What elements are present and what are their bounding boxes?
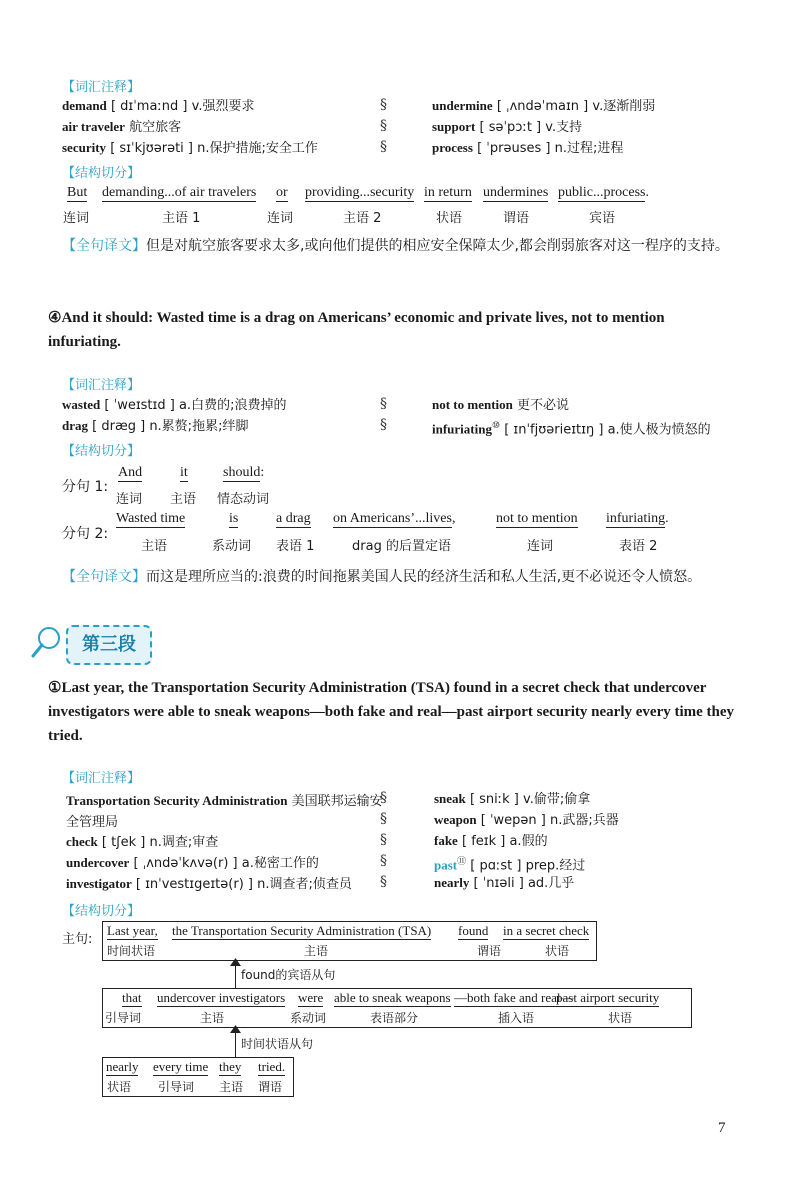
vocab-word: past [434, 857, 458, 873]
vocab-word: nearly [434, 875, 470, 890]
chunk-en: or [276, 185, 288, 200]
vocab-label-2: 【词汇注释】 [62, 378, 141, 393]
chunk-en: found [458, 923, 489, 938]
chunk-en: public...process. [558, 185, 649, 200]
vocab-label-3: 【词汇注释】 [62, 771, 141, 786]
chunk-cn: 时间状语 [107, 944, 156, 958]
vocab-def: n.累赘;拖累;绊脚 [149, 419, 249, 434]
note-mark: ⑩ [491, 421, 501, 431]
chunk-en: demanding...of air travelers [102, 185, 257, 200]
vocab-ipa: [ sniːk ] [469, 792, 519, 807]
vocab-def: v.强烈要求 [191, 99, 255, 114]
page-number: 7 [718, 1120, 726, 1136]
chunk-cn: 主语 [200, 1011, 225, 1025]
vocab-ipa: [ ˈwepən ] [480, 813, 546, 828]
vocab-ipa: [ tʃek ] [101, 835, 146, 850]
divider-squiggle-3: § § § § § [380, 790, 387, 890]
sentence-4: ④And it should: Wasted time is a drag on Americans’ economic and private lives, not to mention infuriating. [48, 310, 665, 350]
divider-squiggle-1: § § § [380, 97, 387, 155]
vocab-right-1 [432, 97, 655, 160]
vocab-ipa: [ pɑːst ] [470, 858, 522, 874]
vocab-word: undermine [432, 98, 493, 113]
arrow-label: found的宾语从句 [241, 968, 336, 982]
chunk-en: past airport security [556, 990, 660, 1005]
sentence-1: ①Last year, the Transportation Security Administration (TSA) found in a secret check that undercover investigators were able to sneak weapons—both fake and real—past airport security nearly every time they tried. [48, 680, 735, 744]
vocab-word: fake [434, 833, 458, 848]
arrow-up-icon [230, 958, 241, 966]
chunk-cn: 表语部分 [370, 1011, 419, 1025]
vocab-def: a.白费的;浪费掉的 [178, 398, 287, 413]
vocab-ipa: [ ˌʌndəˈkʌvə(r) ] [133, 856, 238, 871]
chunk-cn: 宾语 [589, 211, 616, 226]
chunk-en: infuriating. [606, 511, 669, 526]
chunk-cn: 连词 [116, 492, 143, 507]
chunk-en: tried. [258, 1059, 286, 1074]
vocab-ipa: [ səˈpɔːt ] [479, 120, 542, 135]
vocab-word: infuriating [432, 421, 492, 437]
vocab-ipa: [ dræg ] [92, 419, 146, 434]
chunk-cn: 谓语 [503, 211, 530, 226]
chunk-cn: 情态动词 [217, 492, 270, 507]
chunk-en: they [219, 1059, 242, 1074]
clause2-label: 分句 2: [62, 526, 109, 542]
chunk-en: were [298, 990, 324, 1005]
vocab-word: demand [62, 98, 107, 113]
vocab-def: n.调查;审查 [149, 835, 219, 850]
chunk-cn: 谓语 [477, 944, 502, 958]
chunk-en: Last year, [107, 923, 158, 938]
vocab-right-3 [434, 790, 619, 895]
chunk-cn: 系动词 [212, 539, 252, 554]
vocab-ipa: [ ˈprəuses ] [477, 141, 551, 156]
note-mark: ⑪ [457, 857, 467, 867]
vocab-word: undercover [66, 855, 130, 870]
struct-label-2: 【结构切分】 [62, 444, 141, 459]
struct-label-1: 【结构切分】 [62, 166, 141, 181]
chunk-cn: 插入语 [498, 1011, 535, 1025]
chunk-cn: 连词 [267, 211, 294, 226]
chunk-en: able to sneak weapons [334, 990, 451, 1005]
chunk-en: not to mention [496, 511, 578, 526]
vocab-word: support [432, 119, 476, 134]
vocab-def: 航空旅客 [129, 120, 182, 135]
chunk-cn: 系动词 [290, 1011, 327, 1025]
vocab-word: wasted [62, 397, 101, 412]
translation-2: 【全句译文】而这是理所应当的:浪费的时间拖累美国人民的经济生活和私人生活,更不必说还令人愤怒。 [62, 569, 702, 585]
vocab-def: n.调查者;侦查员 [257, 877, 352, 892]
chunk-cn: 主语 2 [343, 211, 382, 226]
vocab-ipa: [ ɪnˈvestɪgeɪtə(r) ] [135, 877, 253, 892]
chunk-en: undermines [483, 185, 549, 200]
struct-label-3: 【结构切分】 [62, 904, 141, 919]
vocab-def: n.过程;进程 [554, 141, 624, 156]
chunk-en: nearly [106, 1059, 139, 1074]
vocab-label-1: 【词汇注释】 [62, 80, 141, 95]
vocab-def: v.支持 [545, 120, 583, 135]
vocab-word: not to mention [432, 397, 513, 412]
chunk-en: that [122, 990, 142, 1005]
chunk-cn: 主语 1 [162, 211, 201, 226]
chunk-en: Wasted time [116, 511, 186, 526]
arrow-label: 时间状语从句 [241, 1037, 314, 1051]
vocab-def: n.保护措施;安全工作 [197, 141, 318, 156]
chunk-en: in return [424, 185, 472, 200]
chunk-cn: 引导词 [158, 1080, 195, 1094]
magnifier-icon [30, 624, 64, 660]
arrow-line [235, 1029, 236, 1057]
vocab-ipa: [ dɪˈmaːnd ] [110, 99, 188, 114]
chunk-en: undercover investigators [157, 990, 286, 1005]
vocab-word: process [432, 140, 473, 155]
vocab-ipa: [ sɪˈkjʊərəti ] [110, 141, 193, 156]
chunk-en: should: [223, 465, 265, 480]
vocab-def: n.武器;兵器 [550, 813, 619, 828]
vocab-def: a.秘密工作的 [241, 856, 319, 871]
chunk-en: is [229, 511, 239, 526]
chunk-en: every time [153, 1059, 209, 1074]
chunk-cn: 状语 [608, 1011, 633, 1025]
vocab-word: sneak [434, 791, 466, 806]
main-clause-label: 主句: [62, 932, 93, 947]
vocab-def: a.使人极为愤怒的 [607, 422, 711, 438]
vocab-def: a.假的 [509, 834, 548, 849]
vocab-word: check [66, 834, 98, 849]
chunk-en: the Transportation Security Administration (TSA) [172, 923, 432, 938]
chunk-cn: 连词 [63, 211, 90, 226]
vocab-left-1 [62, 97, 318, 160]
vocab-def: 更不必说 [517, 398, 570, 413]
vocab-ipa: [ ˈweɪstɪd ] [104, 398, 175, 413]
vocab-left-2 [62, 396, 286, 438]
chunk-cn: 谓语 [258, 1080, 283, 1094]
chunk-en: a drag [276, 511, 311, 526]
chunk-cn: 状语 [436, 211, 463, 226]
chunk-cn: 主语 [141, 539, 168, 554]
chunk-cn: 引导词 [105, 1011, 142, 1025]
vocab-ipa: [ ɪnˈfjʊərieɪtɪŋ ] [504, 422, 604, 438]
vocab-word: weapon [434, 812, 477, 827]
chunk-en: it [180, 465, 188, 480]
vocab-word: security [62, 140, 107, 155]
vocab-def: prep.经过 [525, 858, 586, 874]
arrow-up-icon [230, 1025, 241, 1033]
clause1-label: 分句 1: [62, 479, 109, 495]
chunk-en: But [67, 185, 88, 200]
chunk-cn: 表语 1 [276, 539, 315, 554]
chunk-cn: 主语 [304, 944, 329, 958]
chunk-cn: 连词 [527, 539, 554, 554]
vocab-right-2 [432, 396, 711, 438]
vocab-word: air traveler [62, 119, 125, 134]
chunk-cn: 表语 2 [619, 539, 658, 554]
chunk-en: —both fake and real— [454, 990, 574, 1005]
vocab-ipa: [ feɪk ] [461, 834, 506, 849]
chunk-en: in a secret check [503, 923, 590, 938]
vocab-def: ad.几乎 [527, 876, 575, 891]
vocab-word: drag [62, 418, 88, 433]
vocab-ipa: [ ˈnɪəli ] [473, 876, 524, 891]
chunk-en: on Americans’...lives, [333, 511, 456, 526]
section-heading: 第三段 [82, 634, 136, 655]
vocab-def: v.逐渐削弱 [592, 99, 656, 114]
chunk-cn: drag 的后置定语 [352, 539, 451, 554]
vocab-left-3 [66, 790, 386, 896]
section-heading-badge [66, 625, 152, 665]
vocab-def: v.偷带;偷拿 [523, 792, 591, 807]
chunk-cn: 状语 [107, 1080, 132, 1094]
vocab-word: Transportation Security Administration [66, 793, 288, 808]
vocab-ipa: [ ˌʌndəˈmaɪn ] [496, 99, 589, 114]
divider-squiggle-2: § § [380, 396, 387, 433]
translation-1: 【全句译文】但是对航空旅客要求太多,或向他们提供的相应安全保障太少,都会削弱旅客对这一程序的支持。 [62, 238, 729, 254]
vocab-word: investigator [66, 876, 132, 891]
vocab-def: 美国联邦运输安全管理局 [66, 794, 383, 830]
chunk-en: And [118, 465, 143, 480]
chunk-cn: 主语 [170, 492, 197, 507]
chunk-cn: 主语 [219, 1080, 244, 1094]
chunk-en: providing...security [305, 185, 415, 200]
chunk-cn: 状语 [545, 944, 570, 958]
